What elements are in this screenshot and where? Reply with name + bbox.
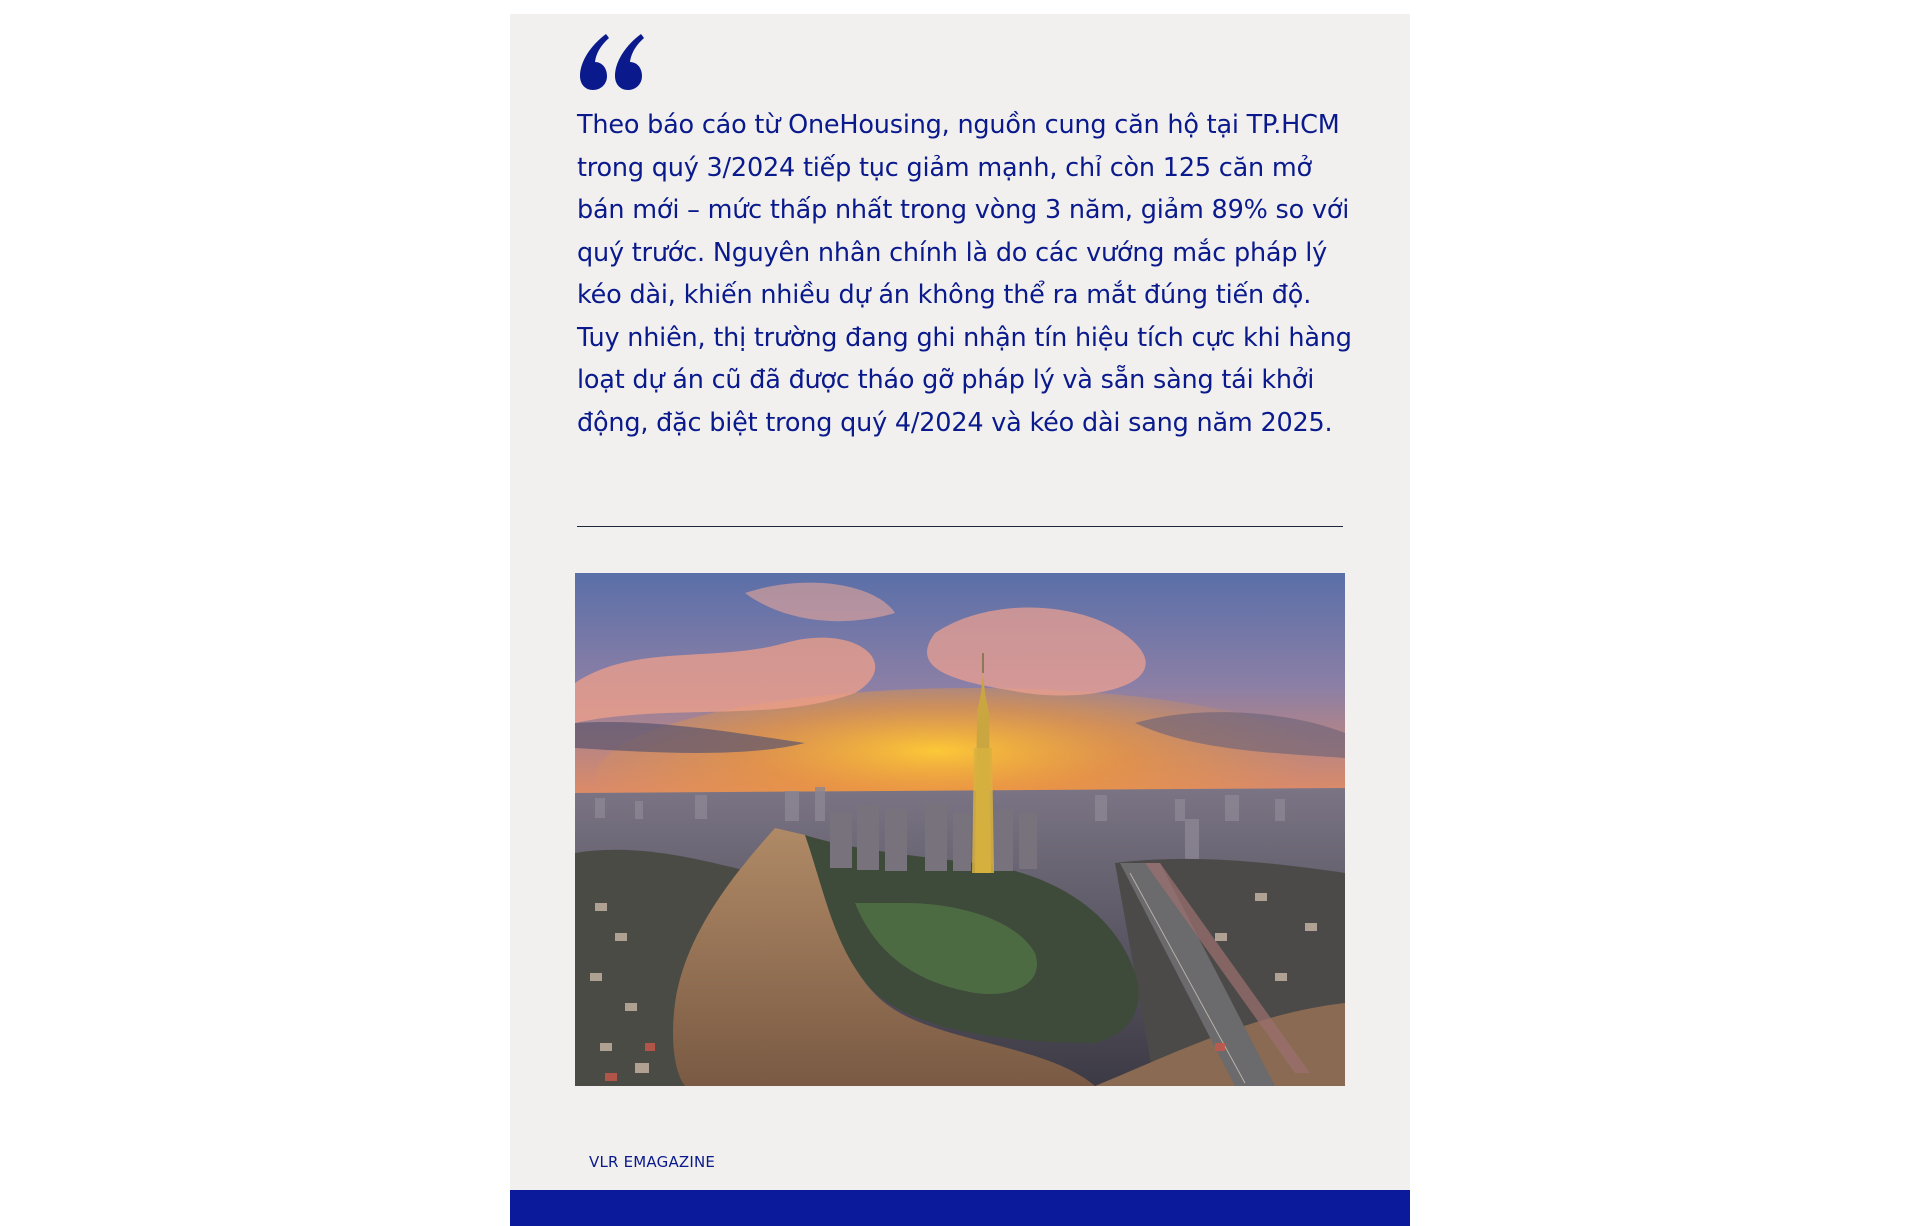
quote-icon	[576, 32, 648, 90]
footer-bar	[510, 1190, 1410, 1226]
divider	[577, 526, 1343, 527]
city-skyline-photo	[575, 573, 1345, 1086]
brand-label: VLR EMAGAZINE	[589, 1153, 716, 1171]
quote-text: Theo báo cáo từ OneHousing, nguồn cung căn hộ tại TP.HCM trong quý 3/2024 tiếp tục giảm mạnh, chỉ còn 125 căn mở bán mới – mức thấp nhất trong vòng 3 năm, giảm 89% so với quý trước. Nguyên nhân chính là do các vướng mắc pháp lý kéo dài, khiến nhiều dự án không thể ra mắt đúng tiến độ. Tuy nhiên, thị trường đang ghi nhận tín hiệu tích cực khi hàng loạt dự án cũ đã được tháo gỡ pháp lý và sẵn sàng tái khởi động, đặc biệt trong quý 4/2024 và kéo dài sang năm 2025.	[577, 110, 1352, 438]
article-page	[510, 14, 1410, 1226]
